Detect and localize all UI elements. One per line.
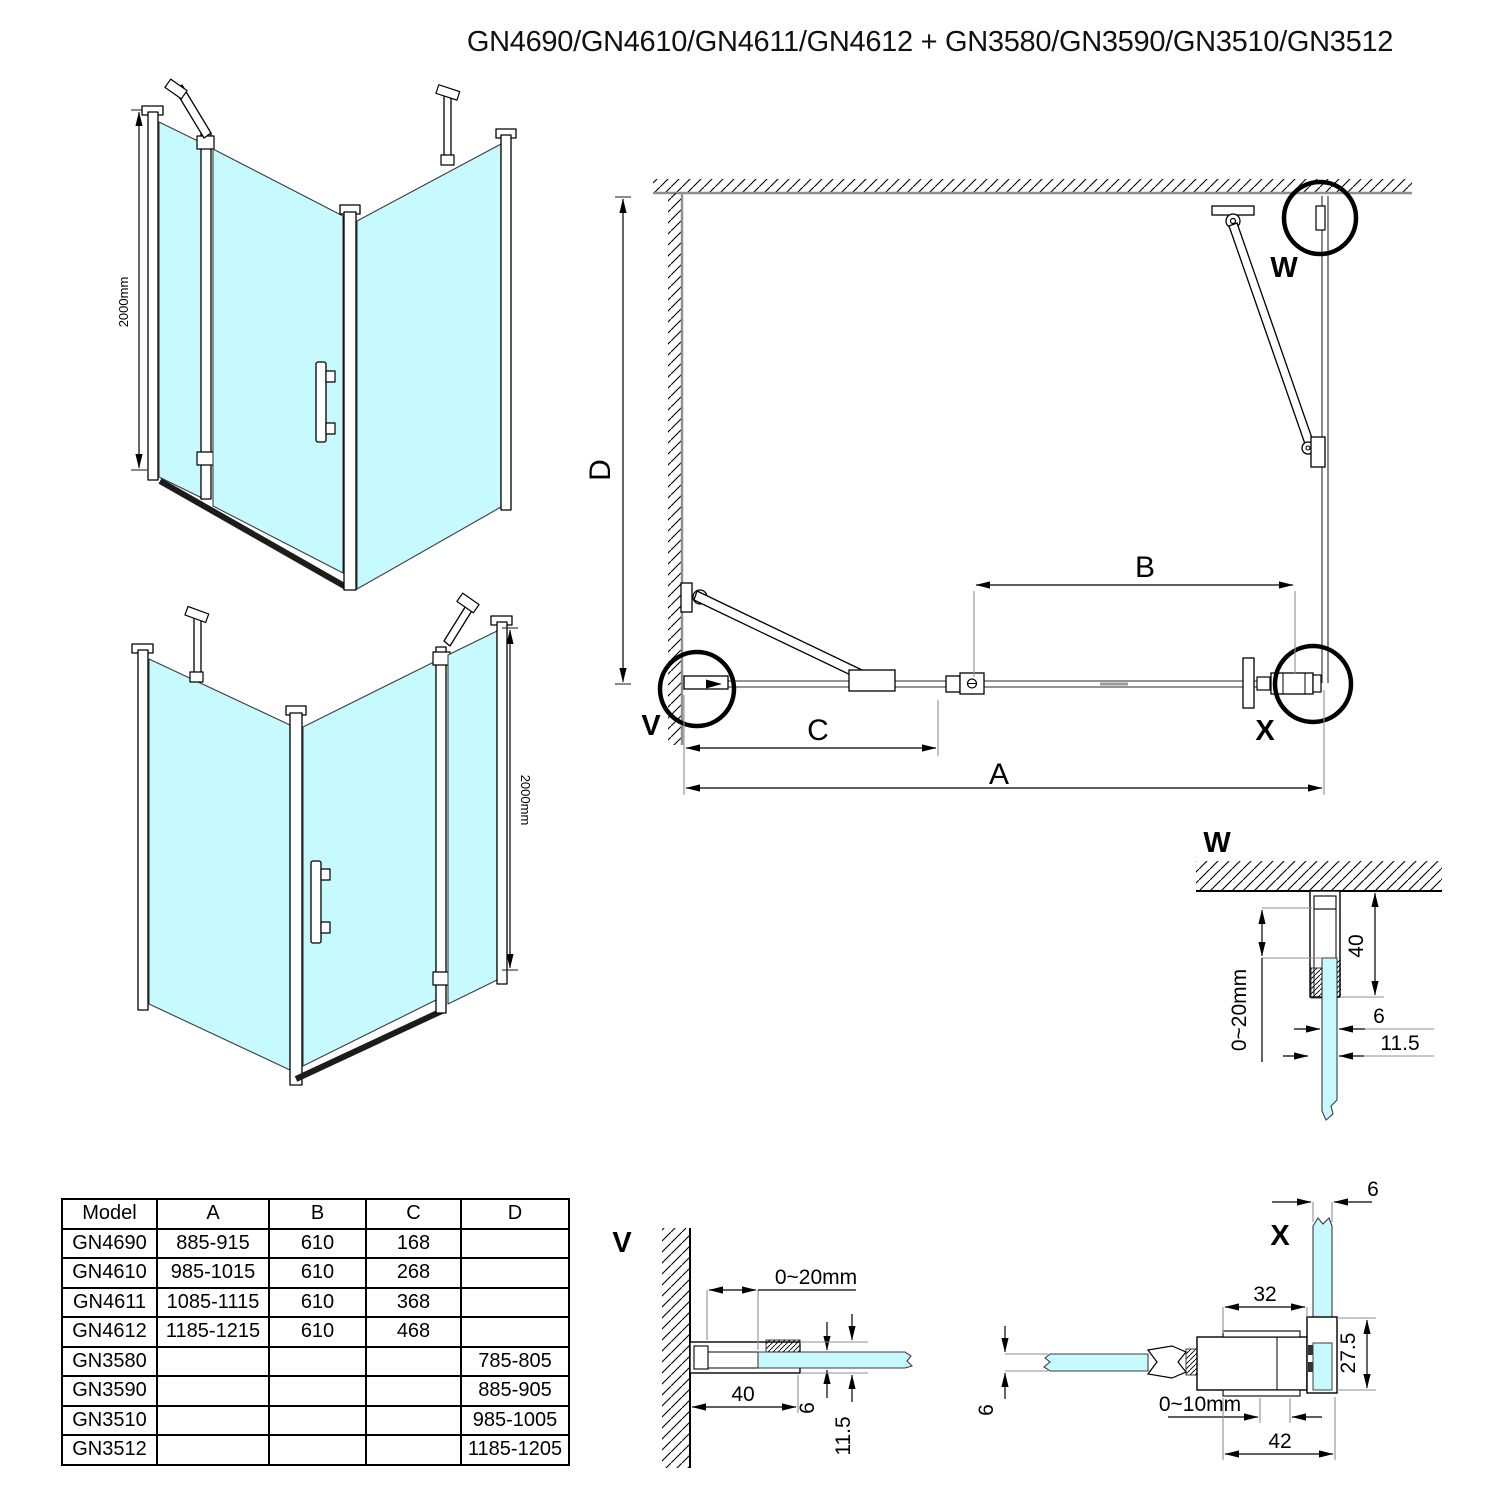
plan-door-hinge <box>946 676 960 692</box>
table-row <box>62 1376 569 1406</box>
plan-view <box>584 179 1412 795</box>
iso2-fixed-panel-glass <box>448 631 497 1004</box>
plan-arm-clamp-top <box>1311 437 1325 467</box>
detail-w-dim-adjust: 0~20mm <box>1228 968 1251 1052</box>
plan-dim-c: C <box>807 714 829 747</box>
table-header-d: D <box>461 1199 569 1229</box>
detail-w-title: W <box>1203 827 1231 859</box>
table-row <box>62 1406 569 1436</box>
detail-v <box>612 1227 912 1468</box>
table-cell: GN3510 <box>62 1406 157 1436</box>
table-cell <box>269 1406 366 1436</box>
table-cell: 610 <box>269 1317 366 1347</box>
spec-table <box>61 1198 570 1466</box>
detail-x-dim-275: 27.5 <box>1337 1332 1360 1374</box>
plan-callout-w: W <box>1270 252 1298 284</box>
iso2-support-bar-left <box>194 616 201 678</box>
table-cell: 368 <box>366 1288 461 1318</box>
table-cell: GN4610 <box>62 1258 157 1288</box>
iso1-fixed-panel-glass <box>159 122 202 498</box>
table-cell: 268 <box>366 1258 461 1288</box>
iso1-support-bar-right <box>444 94 451 160</box>
detail-w-dim-40: 40 <box>1345 934 1368 958</box>
detail-w-dim-depth: 11.5 <box>1380 1032 1420 1055</box>
iso1-hinge-top <box>197 136 214 149</box>
table-cell: GN3580 <box>62 1347 157 1377</box>
table-cell <box>366 1406 461 1436</box>
table-cell <box>157 1347 269 1377</box>
iso1-height-dim: 2000mm <box>116 276 131 328</box>
detail-w-screw <box>1311 968 1322 998</box>
table-cell: GN3512 <box>62 1435 157 1465</box>
table-cell: GN4690 <box>62 1229 157 1259</box>
table-cell <box>461 1317 569 1347</box>
plan-callout-x: X <box>1255 715 1275 747</box>
table-row <box>62 1347 569 1377</box>
iso2-corner-post <box>290 713 302 1085</box>
iso2-side-panel-glass <box>149 659 290 1070</box>
page-title: GN4690/GN4610/GN4611/GN4612 + GN3580/GN3590/GN3510/GN3512 <box>466 26 1394 58</box>
table-cell <box>269 1376 366 1406</box>
table-cell: 1185-1205 <box>461 1435 569 1465</box>
plan-panel-bracket <box>1243 658 1254 708</box>
iso2-wall-profile-left <box>138 650 148 1010</box>
table-cell <box>366 1347 461 1377</box>
table-header-row <box>62 1199 569 1229</box>
detail-v-dim-depth: 11.5 <box>832 1416 855 1456</box>
detail-x-profile-block <box>1197 1337 1307 1390</box>
table-cell: 1085-1115 <box>157 1288 269 1318</box>
plan-arm-plate-left <box>681 583 692 612</box>
iso1-right-frame <box>501 135 511 510</box>
table-cell: 610 <box>269 1258 366 1288</box>
table-cell: 610 <box>269 1288 366 1318</box>
table-cell: GN4611 <box>62 1288 157 1318</box>
detail-x-dim-glass-left: 6 <box>975 1404 998 1416</box>
table-cell: 885-915 <box>157 1229 269 1259</box>
table-cell: 1185-1215 <box>157 1317 269 1347</box>
table-row <box>62 1229 569 1259</box>
iso-view-door-left <box>116 79 516 590</box>
table-cell <box>157 1435 269 1465</box>
table-cell: 985-1005 <box>461 1406 569 1436</box>
iso1-hinge-bar <box>201 133 211 499</box>
table-cell <box>269 1435 366 1465</box>
detail-x-dim-32: 32 <box>1253 1283 1277 1306</box>
detail-v-screw <box>766 1340 800 1352</box>
detail-x-dim-42: 42 <box>1268 1430 1292 1453</box>
iso-view-door-right <box>132 593 533 1085</box>
plan-dim-d: D <box>584 459 617 481</box>
iso2-door-glass <box>303 661 436 1066</box>
plan-arm-clamp-left <box>849 670 895 691</box>
table-row <box>62 1435 569 1465</box>
detail-w <box>1196 827 1442 1120</box>
table-row <box>62 1317 569 1347</box>
table-cell: 985-1015 <box>157 1258 269 1288</box>
plan-w-bracket <box>1316 206 1325 230</box>
detail-x-title: X <box>1270 1220 1290 1252</box>
table-cell <box>461 1258 569 1288</box>
table-cell <box>157 1406 269 1436</box>
plan-callout-v: V <box>641 710 661 742</box>
detail-v-dim-glass: 6 <box>796 1402 819 1414</box>
iso2-door-handle <box>311 861 321 943</box>
iso1-door-glass <box>213 149 343 573</box>
detail-x-dim-adjust: 0~10mm <box>1158 1393 1242 1416</box>
plan-support-arm-left <box>694 591 862 679</box>
table-cell <box>366 1435 461 1465</box>
table-row <box>62 1258 569 1288</box>
table-row <box>62 1288 569 1318</box>
table-header-b: B <box>269 1199 366 1229</box>
table-cell <box>461 1288 569 1318</box>
table-cell: 168 <box>366 1229 461 1259</box>
table-cell <box>366 1376 461 1406</box>
detail-w-wall-hatch <box>1196 861 1442 890</box>
iso1-support-bracket-left <box>165 79 187 99</box>
table-cell: 785-805 <box>461 1347 569 1377</box>
detail-x-magnet-seal <box>1148 1346 1186 1378</box>
table-cell: 468 <box>366 1317 461 1347</box>
table-header-c: C <box>366 1199 461 1229</box>
plan-dim-a: A <box>988 758 1010 791</box>
detail-x-door-glass <box>1044 1354 1148 1371</box>
detail-w-dim-glass: 6 <box>1373 1005 1385 1028</box>
plan-dim-b: B <box>1134 551 1156 584</box>
iso2-hinge-bar <box>436 647 446 1013</box>
iso1-hinge-bottom <box>197 452 214 465</box>
iso1-side-panel-glass <box>357 144 501 589</box>
detail-x-dim-glass-top: 6 <box>1367 1178 1379 1201</box>
detail-v-wall-hatch <box>662 1228 690 1468</box>
detail-v-dim-40: 40 <box>731 1383 755 1406</box>
detail-x <box>975 1178 1379 1460</box>
iso2-wall-profile-right <box>497 622 507 984</box>
iso1-wall-profile <box>148 112 158 480</box>
table-cell: 610 <box>269 1229 366 1259</box>
table-cell: 885-905 <box>461 1376 569 1406</box>
table-header-a: A <box>157 1199 269 1229</box>
iso2-height-dim: 2000mm <box>518 774 533 826</box>
table-cell: GN3590 <box>62 1376 157 1406</box>
iso2-support-bar-right <box>444 604 473 646</box>
detail-w-glass <box>1322 958 1337 1120</box>
table-cell: GN4612 <box>62 1317 157 1347</box>
detail-v-dim-adjust: 0~20mm <box>774 1266 858 1289</box>
table-cell <box>461 1229 569 1259</box>
detail-v-glass <box>758 1352 912 1368</box>
iso1-corner-post <box>344 212 356 590</box>
detail-v-title: V <box>612 1227 632 1259</box>
iso1-door-handle <box>316 362 326 442</box>
table-header-model: Model <box>62 1199 157 1229</box>
table-cell <box>157 1376 269 1406</box>
table-cell <box>269 1347 366 1377</box>
